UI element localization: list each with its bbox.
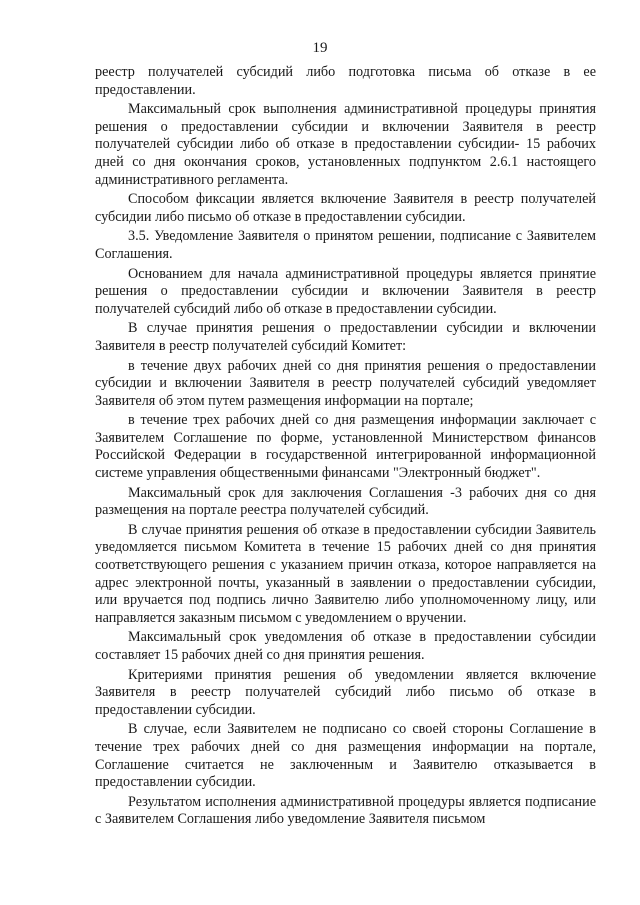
paragraph: Максимальный срок выполнения административной процедуры принятия решения о предоставлении субсидии и включении Заявителя в реестр получателей субсидии либо об отказе в предоставлении субсидии- 15 рабочих дней со дня окончания сроков, установленных подпунктом 2.6.1 настоящего административного регламента. — [95, 101, 596, 188]
paragraph: Результатом исполнения административной процедуры является подписание с Заявителем Соглашения либо уведомление Заявителя письмом — [95, 793, 596, 828]
paragraph: Основанием для начала административной процедуры является принятие решения о предоставлении субсидии и включении Заявителя в реестр получателей субсидий либо об отказе в предоставлении субсидии. — [95, 265, 596, 317]
section-heading: 3.5. Уведомление Заявителя о принятом решении, подписание с Заявителем Соглашения. — [95, 228, 596, 262]
paragraph: Критериями принятия решения об уведомлении является включение Заявителя в реестр получателей субсидий либо письмо об отказе в предоставлении субсидии. — [95, 666, 596, 718]
paragraph: В случае принятия решения об отказе в предоставлении субсидии Заявитель уведомляется письмом Комитета в течение 15 рабочих дней со дня принятия соответствующего решения с указанием причин отказа, которое направляется на адрес электронной почты, указанный в заявлении о предоставлении субсидии, или вручается под подпись лично Заявителю либо уполномоченному лицу, или направляется заказным письмом с уведомлением о вручении. — [95, 521, 596, 626]
paragraph: Максимальный срок уведомления об отказе в предоставлении субсидии составляет 15 рабочих дней со дня принятия решения. — [95, 629, 596, 663]
paragraph: Максимальный срок для заключения Соглашения -3 рабочих дня со дня размещения на портале реестра получателей субсидий. — [95, 484, 596, 519]
paragraph: Способом фиксации является включение Заявителя в реестр получателей субсидии либо письмо об отказе в предоставлении субсидии. — [95, 191, 596, 225]
paragraph: в течение трех рабочих дней со дня размещения информации заключает с Заявителем Соглашение по форме, установленной Министерством финансов Российской Федерации в государственной интегрированной информационной системе управления общественными финансами "Электронный бюджет". — [95, 412, 596, 482]
paragraph: В случае принятия решения о предоставлении субсидии и включении Заявителя в реестр получателей субсидий Комитет: — [95, 320, 596, 354]
paragraph: В случае, если Заявителем не подписано со своей стороны Соглашение в течение трех рабочих дней со дня размещения информации на портале, Соглашение считается не заключенным и Заявителю отказывается в предоставлении субсидии. — [95, 721, 596, 791]
document-body — [95, 64, 596, 831]
page-number: 19 — [312, 40, 328, 56]
paragraph: реестр получателей субсидий либо подготовка письма об отказе в ее предоставлении. — [95, 64, 596, 98]
paragraph: в течение двух рабочих дней со дня принятия решения о предоставлении субсидии и включении Заявителя в реестр получателей субсидий уведомляет Заявителя об этом путем размещения информации на портале; — [95, 357, 596, 409]
